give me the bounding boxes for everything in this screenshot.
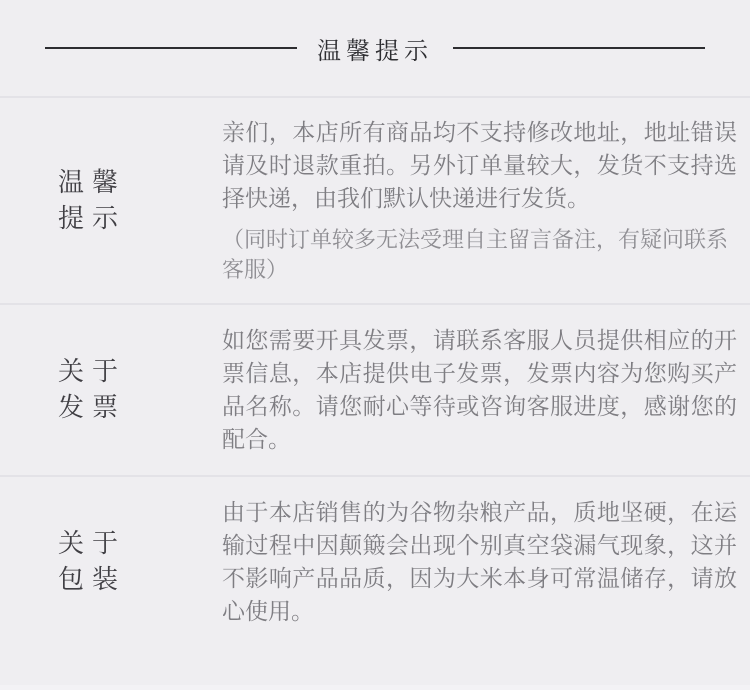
warm-tips-body: 亲们，本店所有商品均不支持修改地址，地址错误请及时退款重拍。另外订单量较大，发货不支持选择快递，由我们默认快递进行发货。 xyxy=(222,119,737,211)
section-label-line: 温馨 xyxy=(58,167,127,197)
section-invoice xyxy=(0,303,750,475)
section-content-warm-tips xyxy=(222,98,750,303)
section-label-line: 提示 xyxy=(58,203,127,233)
section-label-invoice xyxy=(0,354,222,426)
section-label-packing xyxy=(0,526,222,598)
header-rule-left xyxy=(45,47,297,49)
section-label-line: 包装 xyxy=(58,565,127,594)
section-label-line: 发票 xyxy=(58,393,127,422)
section-label-line: 关于 xyxy=(58,357,127,386)
section-label-line: 关于 xyxy=(58,529,127,558)
section-packing xyxy=(0,475,750,647)
section-content-invoice xyxy=(222,306,750,474)
header-rule-right xyxy=(453,47,705,49)
section-warm-tips xyxy=(0,98,750,303)
packing-body: 由于本店销售的为谷物杂粮产品，质地坚硬，在运输过程中因颠簸会出现个别真空袋漏气现象，这并不影响产品品质，因为大米本身可常温储存，请放心使用。 xyxy=(222,499,737,624)
warm-tips-note: （同时订单较多无法受理自主留言备注，有疑问联系客服） xyxy=(222,227,729,282)
section-header xyxy=(0,0,750,98)
invoice-body: 如您需要开具发票，请联系客服人员提供相应的开票信息，本店提供电子发票，发票内容为您购买产品名称。请您耐心等待或咨询客服进度，感谢您的配合。 xyxy=(222,327,737,452)
page-title: 温馨提示 xyxy=(317,37,433,65)
section-label-warm-tips xyxy=(0,165,222,237)
bottom-edge-strip xyxy=(0,685,750,690)
section-content-packing xyxy=(222,478,750,646)
